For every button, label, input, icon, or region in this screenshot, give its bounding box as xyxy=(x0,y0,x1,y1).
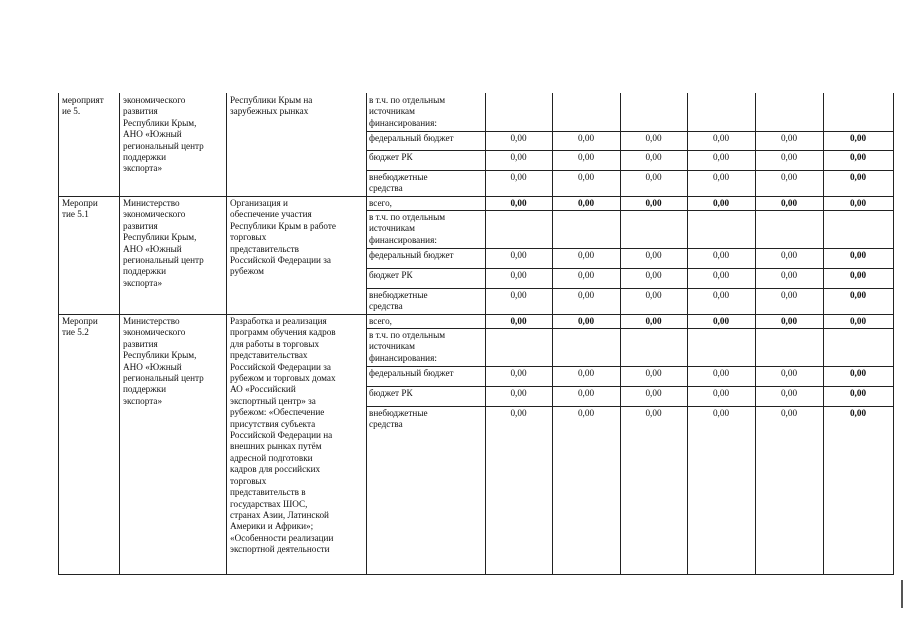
amount-value: 0,00 xyxy=(510,152,527,162)
executor-text: Министерство экономического развития Республики Крым, АНО «Южный региональный центр поддержки экспорта» xyxy=(123,198,204,288)
grid-vline-7 xyxy=(687,93,688,574)
source-label: в т.ч. по отдельным источникам финансирования: xyxy=(369,212,446,245)
amount-value: 0,00 xyxy=(780,270,798,280)
source-label: внебюджетные средства xyxy=(369,408,428,430)
amount-value: 0,00 xyxy=(577,270,595,280)
amount-value: 0,00 xyxy=(712,388,730,398)
amount-value: 0,00 xyxy=(780,250,798,260)
amount-value: 0,00 xyxy=(645,408,662,418)
amount-value: 0,00 xyxy=(849,152,867,162)
measure-name: Меропри тие 5.2 xyxy=(62,316,98,338)
amount-value: 0,00 xyxy=(510,250,527,260)
grid-vline-5 xyxy=(552,93,553,574)
amount-value: 0,00 xyxy=(849,408,867,418)
amount-value: 0,00 xyxy=(645,152,662,162)
amount-value: 0,00 xyxy=(712,152,730,162)
grid-vline-0 xyxy=(58,93,59,574)
grid-vline-3 xyxy=(366,93,367,574)
amount-value: 0,00 xyxy=(577,368,595,378)
amount-value: 0,00 xyxy=(712,172,730,182)
amount-value: 0,00 xyxy=(849,198,867,208)
amount-value: 0,00 xyxy=(510,408,527,418)
amount-value: 0,00 xyxy=(645,388,662,398)
amount-value: 0,00 xyxy=(510,133,527,143)
grid-hline-source xyxy=(366,150,894,151)
amount-value: 0,00 xyxy=(780,172,798,182)
grid-hline-bottom xyxy=(58,574,894,575)
amount-value: 0,00 xyxy=(577,388,595,398)
source-label: бюджет РК xyxy=(369,152,413,162)
amount-value: 0,00 xyxy=(645,270,662,280)
amount-value: 0,00 xyxy=(780,408,798,418)
amount-value: 0,00 xyxy=(849,270,867,280)
amount-value: 0,00 xyxy=(712,133,730,143)
grid-hline-source xyxy=(366,131,894,132)
measure-description: Организация и обеспечение участия Республики Крым в работе торговых представительств Российской Федерации за рубежом xyxy=(230,198,336,277)
grid-hline-source xyxy=(366,288,894,289)
amount-value: 0,00 xyxy=(712,250,730,260)
amount-value: 0,00 xyxy=(577,408,595,418)
source-label: в т.ч. по отдельным источникам финансирования: xyxy=(369,330,446,363)
amount-value: 0,00 xyxy=(849,316,867,326)
measure-name: Меропри тие 5.1 xyxy=(62,198,98,220)
grid-vline-2 xyxy=(226,93,227,574)
measure-name: мероприят ие 5. xyxy=(62,95,104,117)
grid-vline-1 xyxy=(119,93,120,574)
amount-value: 0,00 xyxy=(510,368,527,378)
grid-vline-8 xyxy=(755,93,756,574)
grid-hline-source xyxy=(366,366,894,367)
amount-value: 0,00 xyxy=(849,290,867,300)
grid-hline-source xyxy=(366,268,894,269)
executor-text: Министерство экономического развития Республики Крым, АНО «Южный региональный центр поддержки экспорта» xyxy=(123,316,204,406)
amount-value: 0,00 xyxy=(510,388,527,398)
amount-value: 0,00 xyxy=(645,133,662,143)
amount-value: 0,00 xyxy=(577,198,595,208)
amount-value: 0,00 xyxy=(645,250,662,260)
amount-value: 0,00 xyxy=(510,270,527,280)
amount-value: 0,00 xyxy=(577,152,595,162)
grid-hline-source xyxy=(366,210,894,211)
executor-text: экономического развития Республики Крым, АНО «Южный региональный центр поддержки экспорта» xyxy=(123,95,204,174)
amount-value: 0,00 xyxy=(510,290,527,300)
source-label: всего, xyxy=(369,316,392,326)
amount-value: 0,00 xyxy=(849,250,867,260)
source-label: бюджет РК xyxy=(369,270,413,280)
amount-value: 0,00 xyxy=(780,388,798,398)
amount-value: 0,00 xyxy=(780,198,798,208)
grid-vline-4 xyxy=(485,93,486,574)
grid-hline-source xyxy=(366,170,894,171)
source-label: всего, xyxy=(369,198,392,208)
amount-value: 0,00 xyxy=(645,172,662,182)
source-label: бюджет РК xyxy=(369,388,413,398)
grid-hline-source xyxy=(366,328,894,329)
amount-value: 0,00 xyxy=(780,316,798,326)
grid-vline-10 xyxy=(893,93,894,574)
source-label: федеральный бюджет xyxy=(369,250,454,260)
grid-hline-row-1 xyxy=(58,196,894,197)
source-label: федеральный бюджет xyxy=(369,368,454,378)
measure-description: Разработка и реализация программ обучения кадров для работы в торговых представительствах Российской Федерации за рубежом и торговых домах АО «Российский экспортный центр» за рубежом: «Обеспечение присутствия субъекта Российской Федерации на внешних рынках путём адресной подготовки кадров для российских торговых представительств в государствах ШОС, странах Азии, Латинской Америки и Африки»; «Особенности реализации экспортной деятельности xyxy=(230,316,336,555)
amount-value: 0,00 xyxy=(780,152,798,162)
source-label: внебюджетные средства xyxy=(369,172,428,194)
amount-value: 0,00 xyxy=(645,316,662,326)
amount-value: 0,00 xyxy=(645,290,662,300)
amount-value: 0,00 xyxy=(712,316,730,326)
amount-value: 0,00 xyxy=(780,133,798,143)
amount-value: 0,00 xyxy=(849,172,867,182)
amount-value: 0,00 xyxy=(510,198,527,208)
grid-vline-9 xyxy=(823,93,824,574)
grid-vline-6 xyxy=(620,93,621,574)
grid-hline-source xyxy=(366,248,894,249)
amount-value: 0,00 xyxy=(645,198,662,208)
amount-value: 0,00 xyxy=(577,290,595,300)
amount-value: 0,00 xyxy=(577,172,595,182)
source-label: федеральный бюджет xyxy=(369,133,454,143)
amount-value: 0,00 xyxy=(645,368,662,378)
amount-value: 0,00 xyxy=(849,133,867,143)
amount-value: 0,00 xyxy=(577,133,595,143)
amount-value: 0,00 xyxy=(849,388,867,398)
amount-value: 0,00 xyxy=(780,368,798,378)
measure-description: Республики Крым на зарубежных рынках xyxy=(230,95,313,117)
amount-value: 0,00 xyxy=(780,290,798,300)
amount-value: 0,00 xyxy=(510,316,527,326)
grid-hline-row-2 xyxy=(58,314,894,315)
amount-value: 0,00 xyxy=(577,250,595,260)
grid-hline-source xyxy=(366,406,894,407)
source-label: в т.ч. по отдельным источникам финансирования: xyxy=(369,95,446,128)
source-label: внебюджетные средства xyxy=(369,290,428,312)
grid-hline-source xyxy=(366,386,894,387)
amount-value: 0,00 xyxy=(712,198,730,208)
amount-value: 0,00 xyxy=(712,290,730,300)
amount-value: 0,00 xyxy=(712,368,730,378)
amount-value: 0,00 xyxy=(510,172,527,182)
amount-value: 0,00 xyxy=(712,408,730,418)
scan-edge-mark xyxy=(901,580,903,608)
amount-value: 0,00 xyxy=(577,316,595,326)
amount-value: 0,00 xyxy=(849,368,867,378)
amount-value: 0,00 xyxy=(712,270,730,280)
